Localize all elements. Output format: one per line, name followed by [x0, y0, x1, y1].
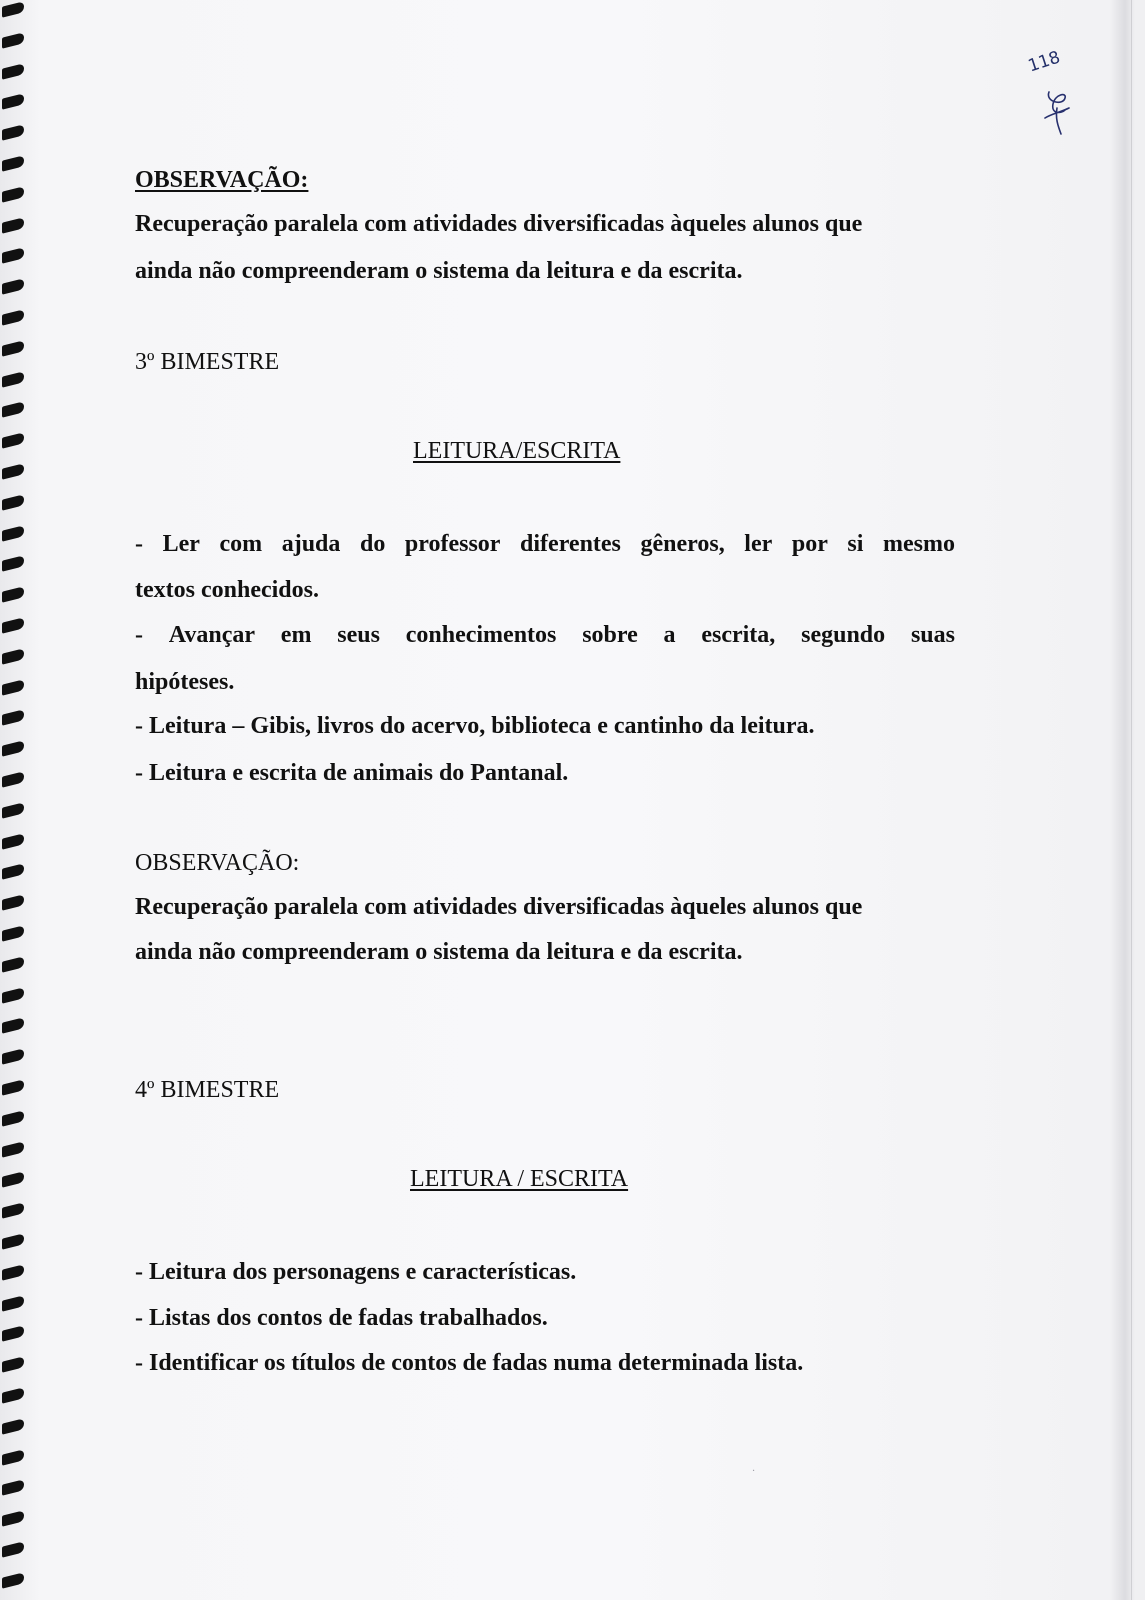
bimestre-3-item-1-line2: textos conhecidos. [135, 577, 319, 603]
bimestre-4-title: 4º BIMESTRE [135, 1077, 280, 1103]
binding-coil [2, 1141, 24, 1157]
word: gêneros, [640, 531, 725, 557]
binding-coil [2, 1418, 24, 1434]
binding-coil [2, 1, 24, 17]
word: a [663, 622, 676, 648]
spiral-binding [0, 0, 26, 1600]
binding-coil [2, 1572, 24, 1588]
binding-coil [2, 925, 24, 941]
word: conhecimentos [405, 622, 557, 648]
bimestre-3-heading: LEITURA/ESCRITA [413, 438, 621, 464]
binding-coil [2, 402, 24, 418]
observation-text-2-line2: ainda não compreenderam o sistema da leitura e da escrita. [135, 939, 743, 965]
binding-coil [2, 340, 24, 356]
binding-coil [2, 278, 24, 294]
binding-coil [2, 186, 24, 202]
observation-title-1: OBSERVAÇÃO: [135, 167, 309, 193]
word: - [135, 531, 143, 557]
binding-coil [2, 740, 24, 756]
binding-coil [2, 1110, 24, 1126]
bimestre-3-item-2-line2: hipóteses. [135, 669, 235, 695]
handwritten-page-number: 118 [1025, 47, 1063, 77]
binding-coil [2, 864, 24, 880]
binding-coil [2, 1079, 24, 1095]
binding-coil [2, 679, 24, 695]
bimestre-3-title: 3º BIMESTRE [135, 349, 280, 375]
binding-coil [2, 63, 24, 79]
binding-coil [2, 1541, 24, 1557]
observation-text-1-line1: Recuperação paralela com atividades diversificadas àqueles alunos que [135, 211, 863, 237]
word: ajuda [281, 531, 341, 557]
word: ler [744, 531, 773, 557]
binding-coil [2, 1480, 24, 1496]
bimestre-3-item-4: - Leitura e escrita de animais do Pantanal. [135, 760, 569, 786]
binding-coil [2, 371, 24, 387]
binding-coil [2, 32, 24, 48]
page-edge [1131, 0, 1132, 1600]
word: por [791, 531, 828, 557]
faint-scribble: · [752, 1466, 756, 1477]
binding-coil [2, 1233, 24, 1249]
binding-coil [2, 648, 24, 664]
word: segundo [801, 622, 886, 648]
binding-coil [2, 248, 24, 264]
word: professor [404, 531, 501, 557]
binding-coil [2, 124, 24, 140]
binding-coil [2, 710, 24, 726]
binding-coil [2, 1356, 24, 1372]
binding-coil [2, 1326, 24, 1342]
word: si [847, 531, 864, 557]
binding-coil [2, 1048, 24, 1064]
binding-coil [2, 1018, 24, 1034]
binding-coil [2, 494, 24, 510]
word: do [359, 531, 386, 557]
word: mesmo [883, 531, 955, 557]
binding-coil [2, 802, 24, 818]
bimestre-4-heading: LEITURA / ESCRITA [410, 1166, 629, 1192]
word: sobre [582, 622, 638, 648]
word: com [219, 531, 263, 557]
binding-coil [2, 1172, 24, 1188]
binding-coil [2, 1295, 24, 1311]
observation-title-2: OBSERVAÇÃO: [135, 850, 300, 876]
binding-coil [2, 217, 24, 233]
binding-coil [2, 463, 24, 479]
binding-coil [2, 1264, 24, 1280]
word: Ler [162, 531, 200, 557]
binding-coil [2, 1387, 24, 1403]
binding-coil [2, 94, 24, 110]
binding-coil [2, 309, 24, 325]
word: em [280, 622, 312, 648]
binding-coil [2, 1202, 24, 1218]
binding-coil [2, 525, 24, 541]
binding-coil [2, 432, 24, 448]
binding-coil [2, 956, 24, 972]
binding-coil [2, 771, 24, 787]
binding-coil [2, 586, 24, 602]
binding-coil [2, 617, 24, 633]
word: diferentes [520, 531, 621, 557]
word: escrita, [701, 622, 776, 648]
word: seus [337, 622, 380, 648]
bimestre-3-item-1-line1 [135, 531, 955, 558]
binding-coil [2, 894, 24, 910]
bimestre-3-item-3: - Leitura – Gibis, livros do acervo, biblioteca e cantinho da leitura. [135, 713, 815, 739]
bimestre-4-item-1: - Leitura dos personagens e características. [135, 1259, 577, 1285]
observation-text-1-line2: ainda não compreenderam o sistema da leitura e da escrita. [135, 258, 743, 284]
observation-text-2-line1: Recuperação paralela com atividades diversificadas àqueles alunos que [135, 894, 863, 920]
binding-coil [2, 1449, 24, 1465]
bimestre-4-item-2: - Listas dos contos de fadas trabalhados. [135, 1305, 548, 1331]
word: - [135, 622, 143, 648]
binding-coil [2, 833, 24, 849]
binding-coil [2, 556, 24, 572]
binding-coil [2, 1510, 24, 1526]
bimestre-4-item-3: - Identificar os títulos de contos de fadas numa determinada lista. [135, 1350, 804, 1376]
bimestre-3-item-2-line1 [135, 622, 955, 649]
binding-coil [2, 987, 24, 1003]
binding-coil [2, 155, 24, 171]
word: Avançar [168, 622, 255, 648]
handwritten-initials-icon [1043, 88, 1071, 136]
word: suas [910, 622, 955, 648]
